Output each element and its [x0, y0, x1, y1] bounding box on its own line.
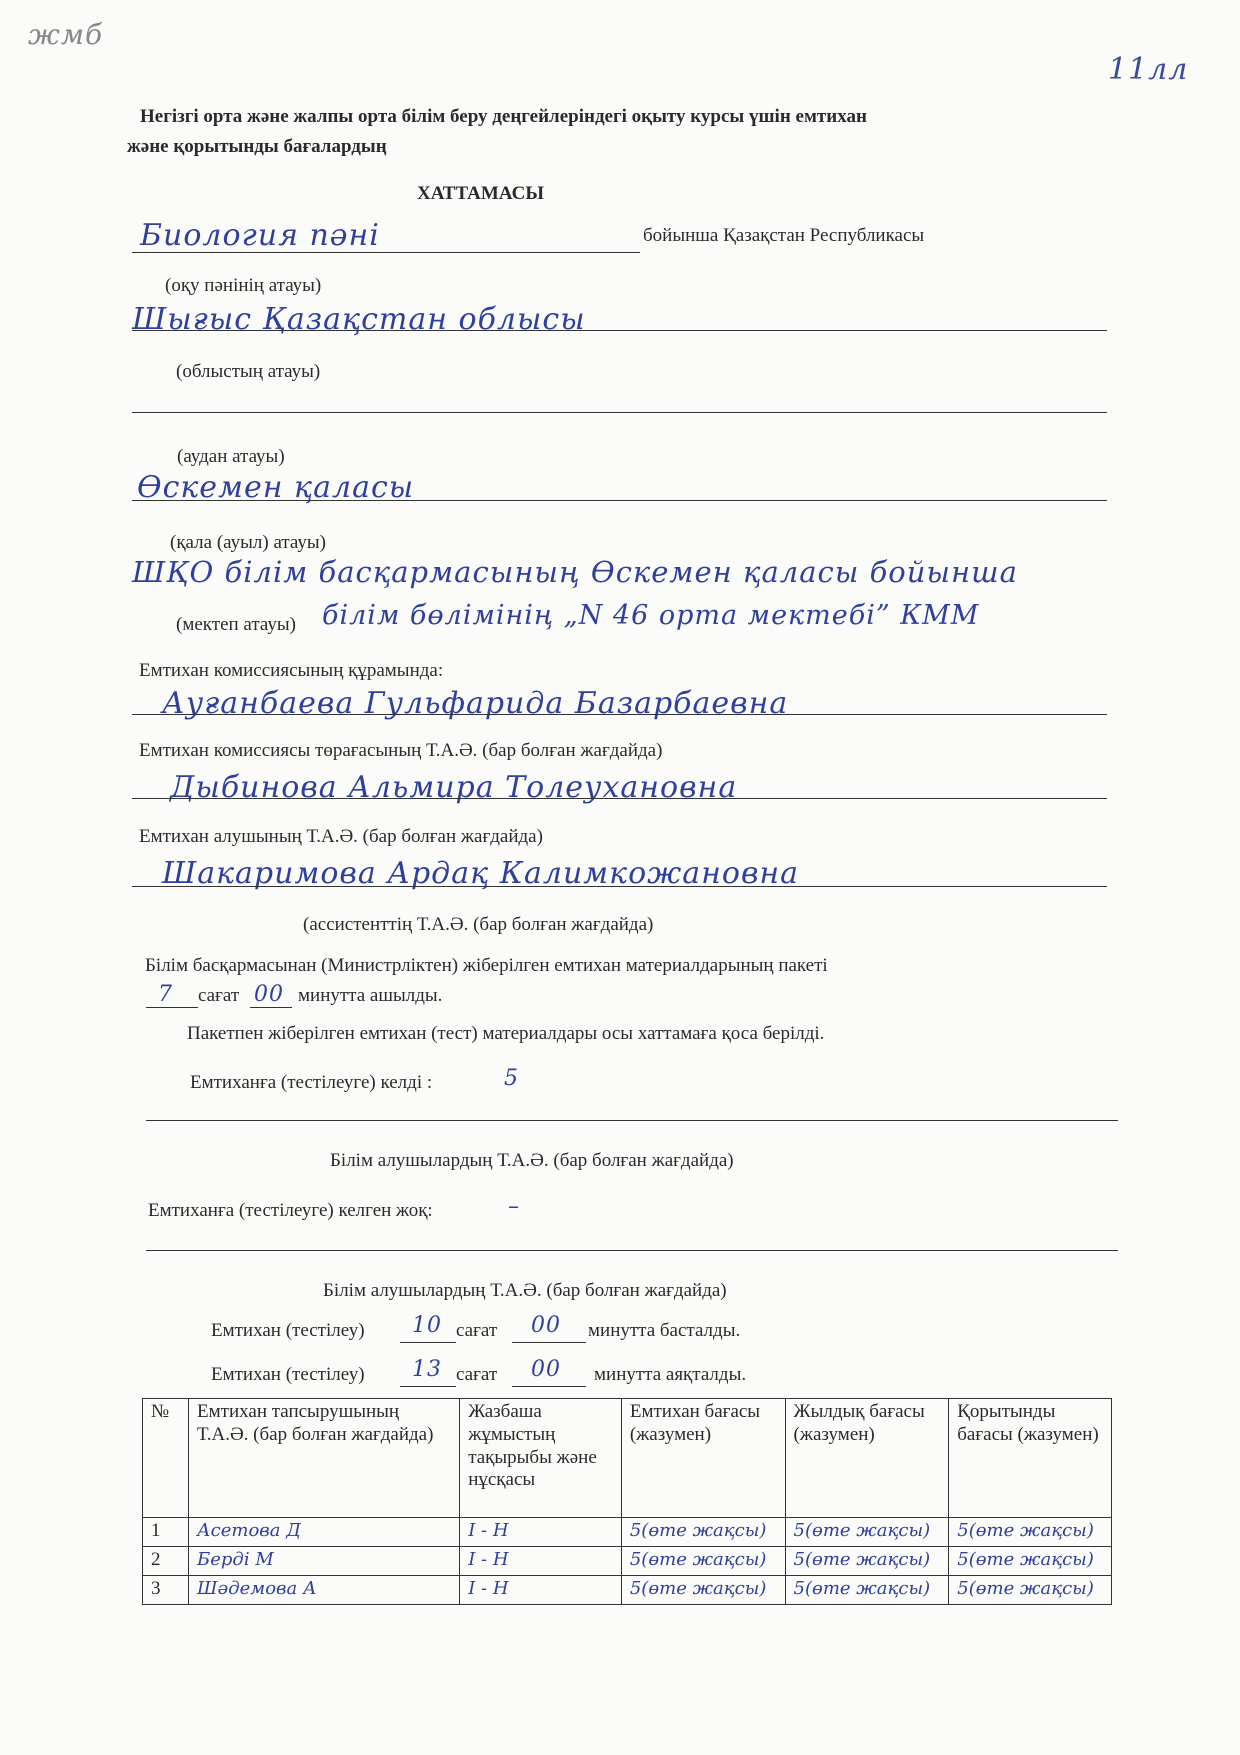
table-row: [143, 1576, 1112, 1605]
school-caption: (мектеп атауы): [176, 614, 296, 635]
header-annual-grade: Жылдық бағасы (жазумен): [785, 1399, 949, 1518]
packet-hour-underline: [146, 1007, 198, 1008]
exam-grade-cell: [621, 1518, 785, 1547]
start-suffix: минутта басталды.: [588, 1320, 741, 1341]
grades-table: [142, 1398, 1112, 1605]
packet-hour-value: 7: [158, 982, 173, 1007]
final-grade-cell: [949, 1547, 1112, 1576]
subject-underline: [132, 252, 640, 253]
student-name-cell: [189, 1518, 460, 1547]
header-written-topic: Жазбаша жұмыстың тақырыбы және нұсқасы: [460, 1399, 622, 1518]
topic-cell: [460, 1547, 622, 1576]
student-name: Шәдемова А: [197, 1578, 317, 1599]
page-number-note: 11лл: [1108, 52, 1189, 87]
examiner-underline: [132, 886, 1107, 887]
region-underline: [132, 330, 1107, 331]
table-row: [143, 1547, 1112, 1576]
final-grade: 5(өте жақсы): [957, 1549, 1094, 1570]
subject-suffix: бойынша Қазақстан Республикасы: [643, 225, 925, 246]
student-name-cell: [189, 1576, 460, 1605]
topic-cell: [460, 1576, 622, 1605]
topic-value: I - Н: [468, 1578, 509, 1599]
end-hour-value: 13: [412, 1357, 442, 1382]
exam-grade: 5(өте жақсы): [629, 1549, 767, 1570]
absent-underline: [146, 1250, 1118, 1251]
exam-grade: 5(өте жақсы): [629, 1578, 767, 1599]
student-name-cell: [189, 1547, 460, 1576]
commission-member-underline: [132, 714, 1107, 715]
header-title-line2: және қорытынды бағалардың: [127, 136, 387, 157]
school-value-line2: білім бөлімінің „N 46 орта мектебі” КММ: [322, 600, 980, 631]
final-grade: 5(өте жақсы): [957, 1520, 1094, 1541]
start-hour-label: сағат: [456, 1320, 498, 1341]
annual-grade: 5(өте жақсы): [793, 1549, 931, 1570]
header-title-line1: Негізгі орта және жалпы орта білім беру деңгейлеріндегі оқыту курсы үшін емтихан: [140, 106, 867, 127]
header-number: №: [143, 1399, 189, 1518]
school-value-line1: ШҚО білім басқармасының Өскемен қаласы бойынша: [132, 555, 1018, 589]
packet-hour-label: сағат: [198, 985, 240, 1006]
annual-grade-cell: [785, 1547, 949, 1576]
end-minute-underline: [512, 1386, 586, 1387]
city-value: Өскемен қаласы: [137, 470, 415, 505]
district-caption: (аудан атауы): [177, 446, 285, 467]
region-caption: (облыстың атауы): [176, 361, 321, 382]
end-hour-underline: [400, 1386, 456, 1387]
present-underline: [146, 1120, 1118, 1121]
assistant-caption: (ассистенттің Т.А.Ә. (бар болған жағдайда): [303, 914, 654, 935]
absent-value: –: [508, 1194, 520, 1219]
commission-chair-value: Дыбинова Альмира Толеухановна: [170, 770, 738, 805]
commission-member-value: Ауғанбаева Гульфарида Базарбаевна: [162, 686, 789, 721]
header-student-name: Емтихан тапсырушының Т.А.Ә. (бар болған жағдайда): [189, 1399, 460, 1518]
annual-grade-cell: [785, 1518, 949, 1547]
packet-line1: Білім басқармасынан (Министрліктен) жіберілген емтихан материалдарының пакеті: [145, 955, 828, 976]
row-number: 1: [143, 1518, 189, 1547]
present-value: 5: [504, 1066, 519, 1091]
start-minute-underline: [512, 1342, 586, 1343]
header-exam-grade: Емтихан бағасы (жазумен): [621, 1399, 785, 1518]
city-caption: (қала (ауыл) атауы): [170, 532, 326, 553]
annual-grade-cell: [785, 1576, 949, 1605]
grades-table-header-row: [143, 1399, 1112, 1518]
annual-grade: 5(өте жақсы): [793, 1520, 931, 1541]
commission-chair-label: Емтихан комиссиясы төрағасының Т.А.Ә. (бар болған жағдайда): [139, 740, 663, 761]
packet-minute-underline: [250, 1007, 292, 1008]
start-minute-value: 00: [531, 1313, 561, 1338]
exam-grade-cell: [621, 1547, 785, 1576]
topic-value: I - Н: [468, 1520, 509, 1541]
margin-note-top-left: жмб: [28, 18, 104, 51]
commission-members-label: Емтихан комиссиясының құрамында:: [139, 660, 444, 681]
packet-minute-value: 00: [254, 982, 284, 1007]
city-underline: [132, 500, 1107, 501]
present-label: Емтиханға (тестілеуге) келді :: [190, 1072, 433, 1093]
subject-value: Биология пәні: [140, 218, 380, 253]
packet-minute-label: минутта ашылды.: [298, 985, 443, 1006]
topic-value: I - Н: [468, 1549, 509, 1570]
start-hour-value: 10: [412, 1313, 442, 1338]
absent-caption: Білім алушылардың Т.А.Ә. (бар болған жағдайда): [323, 1280, 727, 1301]
exam-grade-cell: [621, 1576, 785, 1605]
end-minute-value: 00: [531, 1357, 561, 1382]
header-final-grade: Қорытынды бағасы (жазумен): [949, 1399, 1112, 1518]
commission-chair-underline: [132, 798, 1107, 799]
region-value: Шығыс Қазақстан облысы: [132, 302, 586, 337]
packet-attached-note: Пакетпен жіберілген емтихан (тест) материалдары осы хаттамаға қоса берілді.: [187, 1023, 825, 1044]
end-hour-label: сағат: [456, 1364, 498, 1385]
final-grade-cell: [949, 1518, 1112, 1547]
annual-grade: 5(өте жақсы): [793, 1578, 931, 1599]
protocol-heading: ХАТТАМАСЫ: [417, 183, 544, 204]
table-row: [143, 1518, 1112, 1547]
absent-label: Емтиханға (тестілеуге) келген жоқ:: [148, 1200, 433, 1221]
final-grade: 5(өте жақсы): [957, 1578, 1094, 1599]
present-caption: Білім алушылардың Т.А.Ә. (бар болған жағдайда): [330, 1150, 734, 1171]
row-number: 2: [143, 1547, 189, 1576]
examiner-label: Емтихан алушының Т.А.Ә. (бар болған жағдайда): [139, 826, 543, 847]
topic-cell: [460, 1518, 622, 1547]
final-grade-cell: [949, 1576, 1112, 1605]
row-number: 3: [143, 1576, 189, 1605]
end-prefix: Емтихан (тестілеу): [211, 1364, 365, 1385]
student-name: Асетова Д: [197, 1520, 301, 1541]
start-prefix: Емтихан (тестілеу): [211, 1320, 365, 1341]
district-underline: [132, 412, 1107, 413]
subject-caption: (оқу пәнінің атауы): [165, 275, 322, 296]
examiner-value: Шакаримова Ардақ Калимкожановна: [162, 856, 800, 891]
end-suffix: минутта аяқталды.: [594, 1364, 747, 1385]
student-name: Берді М: [197, 1549, 274, 1570]
exam-grade: 5(өте жақсы): [629, 1520, 767, 1541]
start-hour-underline: [400, 1342, 456, 1343]
